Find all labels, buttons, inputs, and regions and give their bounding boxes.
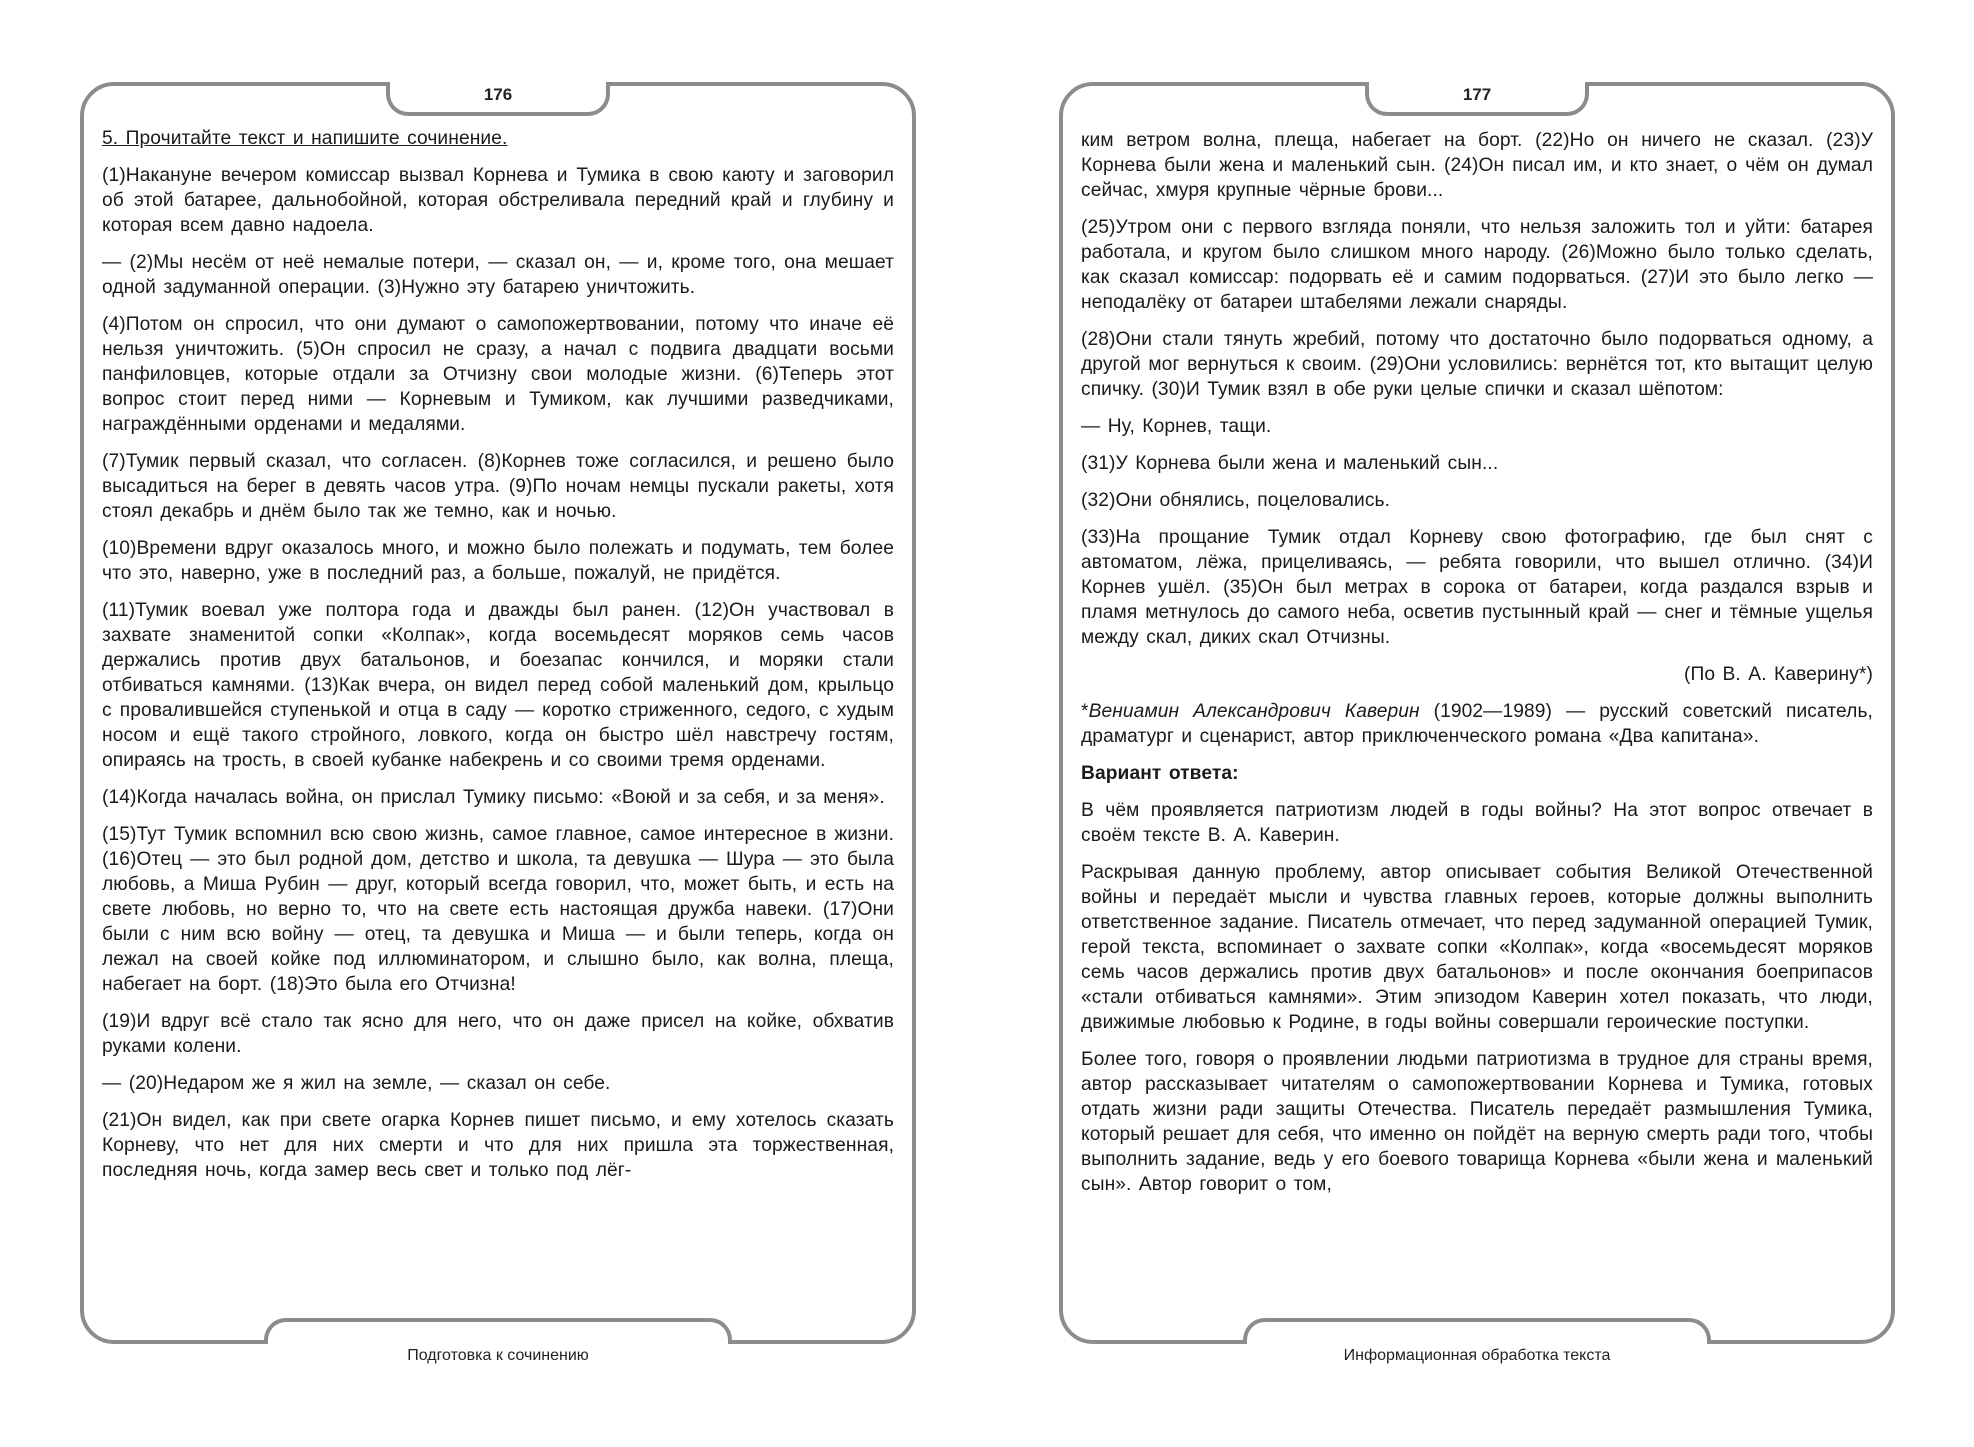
answer-paragraph: Более того, говоря о проявлении людьми патриотизма в трудное для страны время, автор рассказывает читателям о самопожертвовании Корнева и Тумика, готовых отдать жизни ради защиты Отечества. Писатель передаёт размышления Тумика, который решает для себя, что именно он пойдёт на верную смерть ради того, чтобы выполнить задание, ведь у его боевого товарища Корнева «были жена и маленький сын». Автор говорит о том, [1081,1049,1873,1195]
right-page-content [1081,128,1873,1300]
paragraph: (1)Накануне вечером комиссар вызвал Корнева и Тумика в свою каюту и заговорил об этой батарее, дальнобойной, которая обстреливала передний край и глубину и которая всем давно надоела. [102,165,894,236]
paragraph: — Ну, Корнев, тащи. [1081,416,1272,437]
paragraph: — (20)Недаром же я жил на земле, — сказал он себе. [102,1073,611,1094]
footer-left: Подготовка к сочинению [407,1347,589,1364]
paragraph: (7)Тумик первый сказал, что согласен. (8)Корнев тоже согласился, и решено было высадиться на берег в девять часов утра. (9)По ночам немцы пускали ракеты, хотя стоял декабрь и днём было так же темно, как и ночью. [102,451,894,522]
paragraph: (31)У Корнева были жена и маленький сын... [1081,453,1499,474]
paragraph: (28)Они стали тянуть жребий, потому что достаточно было подорваться одному, а другой мог вернуться к своим. (29)Они условились: вернётся тот, кто вытащит целую спичку. (30)И Тумик взял в обе руки целые спички и сказал шёпотом: [1081,329,1873,400]
page-bottom-tab [264,1318,732,1344]
page-bottom-tab [1243,1318,1711,1344]
left-page-content [102,126,894,1300]
paragraph: (15)Тут Тумик вспомнил всю свою жизнь, самое главное, самое интересное в жизни. (16)Отец — это был родной дом, детство и школа, та девушка — Шура — это была любовь, а Миша Рубин — друг, который всегда говорил, что, может быть, и есть на свете любовь, но верно то, что на свете есть настоящая дружба навеки. (17)Они были с ним всю войну — отец, та девушка и Миша — и были теперь, когда он лежал на своей койке под иллюминатором, и слышно было, как волна, плеща, набегает на борт. (18)Это была его Отчизна! [102,824,894,995]
paragraph: ким ветром волна, плеща, набегает на борт. (22)Но он ничего не сказал. (23)У Корнева были жена и маленький сын. (24)Он писал им, и кто знает, о чём он думал сейчас, хмуря крупные чёрные брови... [1081,130,1873,201]
page-number-left: 176 [386,82,610,116]
paragraph: (19)И вдруг всё стало так ясно для него, что он даже присел на койке, обхватив руками колени. [102,1011,894,1057]
note-text: (1902—1989) — русский советский писатель, драматург и сценарист, автор приключенческого романа «Два капитана». [1081,701,1873,747]
footer-right: Информационная обработка текста [1343,1347,1611,1364]
paragraph: (25)Утром они с первого взгляда поняли, что нельзя заложить тол и уйти: батарея работала, и кругом было слишком много народу. (26)Можно было только сделать, как сказал комиссар: подорвать её и самим подорваться. (27)И это было легко — неподалёку от батареи штабелями лежали снаряды. [1081,217,1873,313]
right-page [1059,82,1895,1344]
paragraph: (32)Они обнялись, поцеловались. [1081,490,1391,511]
note-star: * [1081,701,1089,722]
paragraph: (14)Когда началась война, он прислал Тумику письмо: «Воюй и за себя, и за меня». [102,787,885,808]
paragraph: (11)Тумик воевал уже полтора года и дважды был ранен. (12)Он участвовал в захвате знаменитой сопки «Колпак», когда восемьдесят моряков семь часов держались против двух батальонов, и боезапас кончился, и моряки стали отбиваться камнями. (13)Как вчера, он видел перед собой маленький дом, крыльцо с провалившейся ступенькой и отца в саду — коротко стриженного, седого, с худым носом и ещё такого стройного, ловкого, когда он быстро шёл навстречу гостям, опираясь на трость, в своей кубанке набекрень и со своими тремя орденами. [102,600,894,771]
answer-paragraph: Раскрывая данную проблему, автор описывает события Великой Отечественной войны и передаёт мысли и чувства главных героев, которые должны выполнить ответственное задание. Писатель отмечает, что перед задуманной операцией Тумик, герой текста, вспоминает о захвате сопки «Колпак», когда «восемьдесят моряков семь часов держались против двух батальонов» и после окончания боеприпасов «стали отбиваться камнями». Этим эпизодом Каверин хотел показать, что люди, движимые любовью к Родине, в годы войны совершали героические поступки. [1081,862,1873,1033]
paragraph: (21)Он видел, как при свете огарка Корнев пишет письмо, и ему хотелось сказать Корневу, что нет для них смерти и что для них пришла эта торжественная, последняя ночь, когда замер весь свет и только под лёг- [102,1110,894,1181]
paragraph: (4)Потом он спросил, что они думают о самопожертвовании, потому что иначе её нельзя уничтожить. (5)Он спросил не сразу, а начал с подвига двадцати восьми панфиловцев, которые отдали за Отчизну свои молодые жизни. (6)Теперь этот вопрос стоит перед ними — Корневым и Тумиком, как лучшими разведчиками, награждёнными орденами и медалями. [102,314,894,435]
source-attribution: (По В. А. Каверину*) [1683,664,1873,685]
paragraph: (33)На прощание Тумик отдал Корневу свою фотографию, где был снят с автоматом, лёжа, прицеливаясь, — ребята говорили, что вышел отлично. (34)И Корнев ушёл. (35)Он был метрах в сорока от батареи, когда раздался взрыв и пламя метнулось до самого неба, осветив пустынный край — снег и тёмные ущелья между скал, диких скал Отчизны. [1081,527,1873,648]
page-number-right: 177 [1365,82,1589,116]
answer-heading: Вариант ответа: [1081,763,1239,784]
paragraph: — (2)Мы несём от неё немалые потери, — сказал он, — и, кроме того, она мешает одной задуманной операции. (3)Нужно эту батарею уничтожить. [102,252,894,298]
left-page [80,82,916,1344]
author-note [1081,699,1873,749]
paragraph: (10)Времени вдруг оказалось много, и можно было полежать и подумать, тем более что это, наверно, уже в последний раз, а больше, пожалуй, не придётся. [102,538,894,584]
note-author: Вениамин Александрович Каверин [1088,701,1420,722]
task-title: 5. Прочитайте текст и напишите сочинение. [102,128,508,149]
answer-paragraph: В чём проявляется патриотизм людей в годы войны? На этот вопрос отвечает в своём тексте В. А. Каверин. [1081,800,1873,846]
